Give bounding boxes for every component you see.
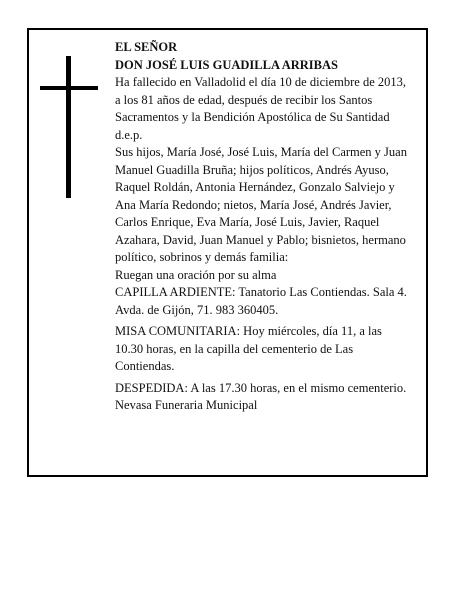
death-announcement: Ha fallecido en Valladolid el día 10 de diciembre de 2013, a los 81 años de edad, después de recibir los Santos Sacramentos y la Bendición Apostólica de Su Santidad (115, 75, 406, 124)
cross-icon (40, 56, 98, 198)
chapel-info: CAPILLA ARDIENTE: Tanatorio Las Contiendas. Sala 4. Avda. de Gijón, 71. 983 360405. (115, 285, 407, 317)
mass-info: MISA COMUNITARIA: Hoy miércoles, día 11, a las 10.30 horas, en la capilla del cementerio de Las Contiendas. (115, 324, 382, 373)
family-list: Sus hijos, María José, José Luis, María del Carmen y Juan Manuel Guadilla Bruña; hijos políticos, Andrés Ayuso, Raquel Roldán, Antonia Hernández, Gonzalo Salviejo y Ana María Redondo; nietos, María José, Andrés Javier, Carlos Enrique, Eva María, José Luis, Javier, Raquel Azahara, David, Juan Manuel y Pablo; bisnietos, hermano político, sobrinos y demás familia: (115, 145, 407, 264)
deceased-name: DON JOSÉ LUIS GUADILLA ARRIBAS (115, 57, 338, 72)
funeral-home: Nevasa Funeraria Municipal (115, 398, 258, 412)
notice-text (115, 39, 411, 415)
prayer-request: Ruegan una oración por su alma (115, 267, 277, 282)
heading-title: EL SEÑOR (115, 40, 178, 54)
cross-vertical-bar (66, 56, 71, 198)
rip-text: d.e.p. (115, 127, 143, 142)
farewell-info: DESPEDIDA: A las 17.30 horas, en el mismo cementerio. (115, 380, 407, 395)
obituary-notice (27, 28, 428, 477)
cross-horizontal-bar (40, 86, 98, 90)
